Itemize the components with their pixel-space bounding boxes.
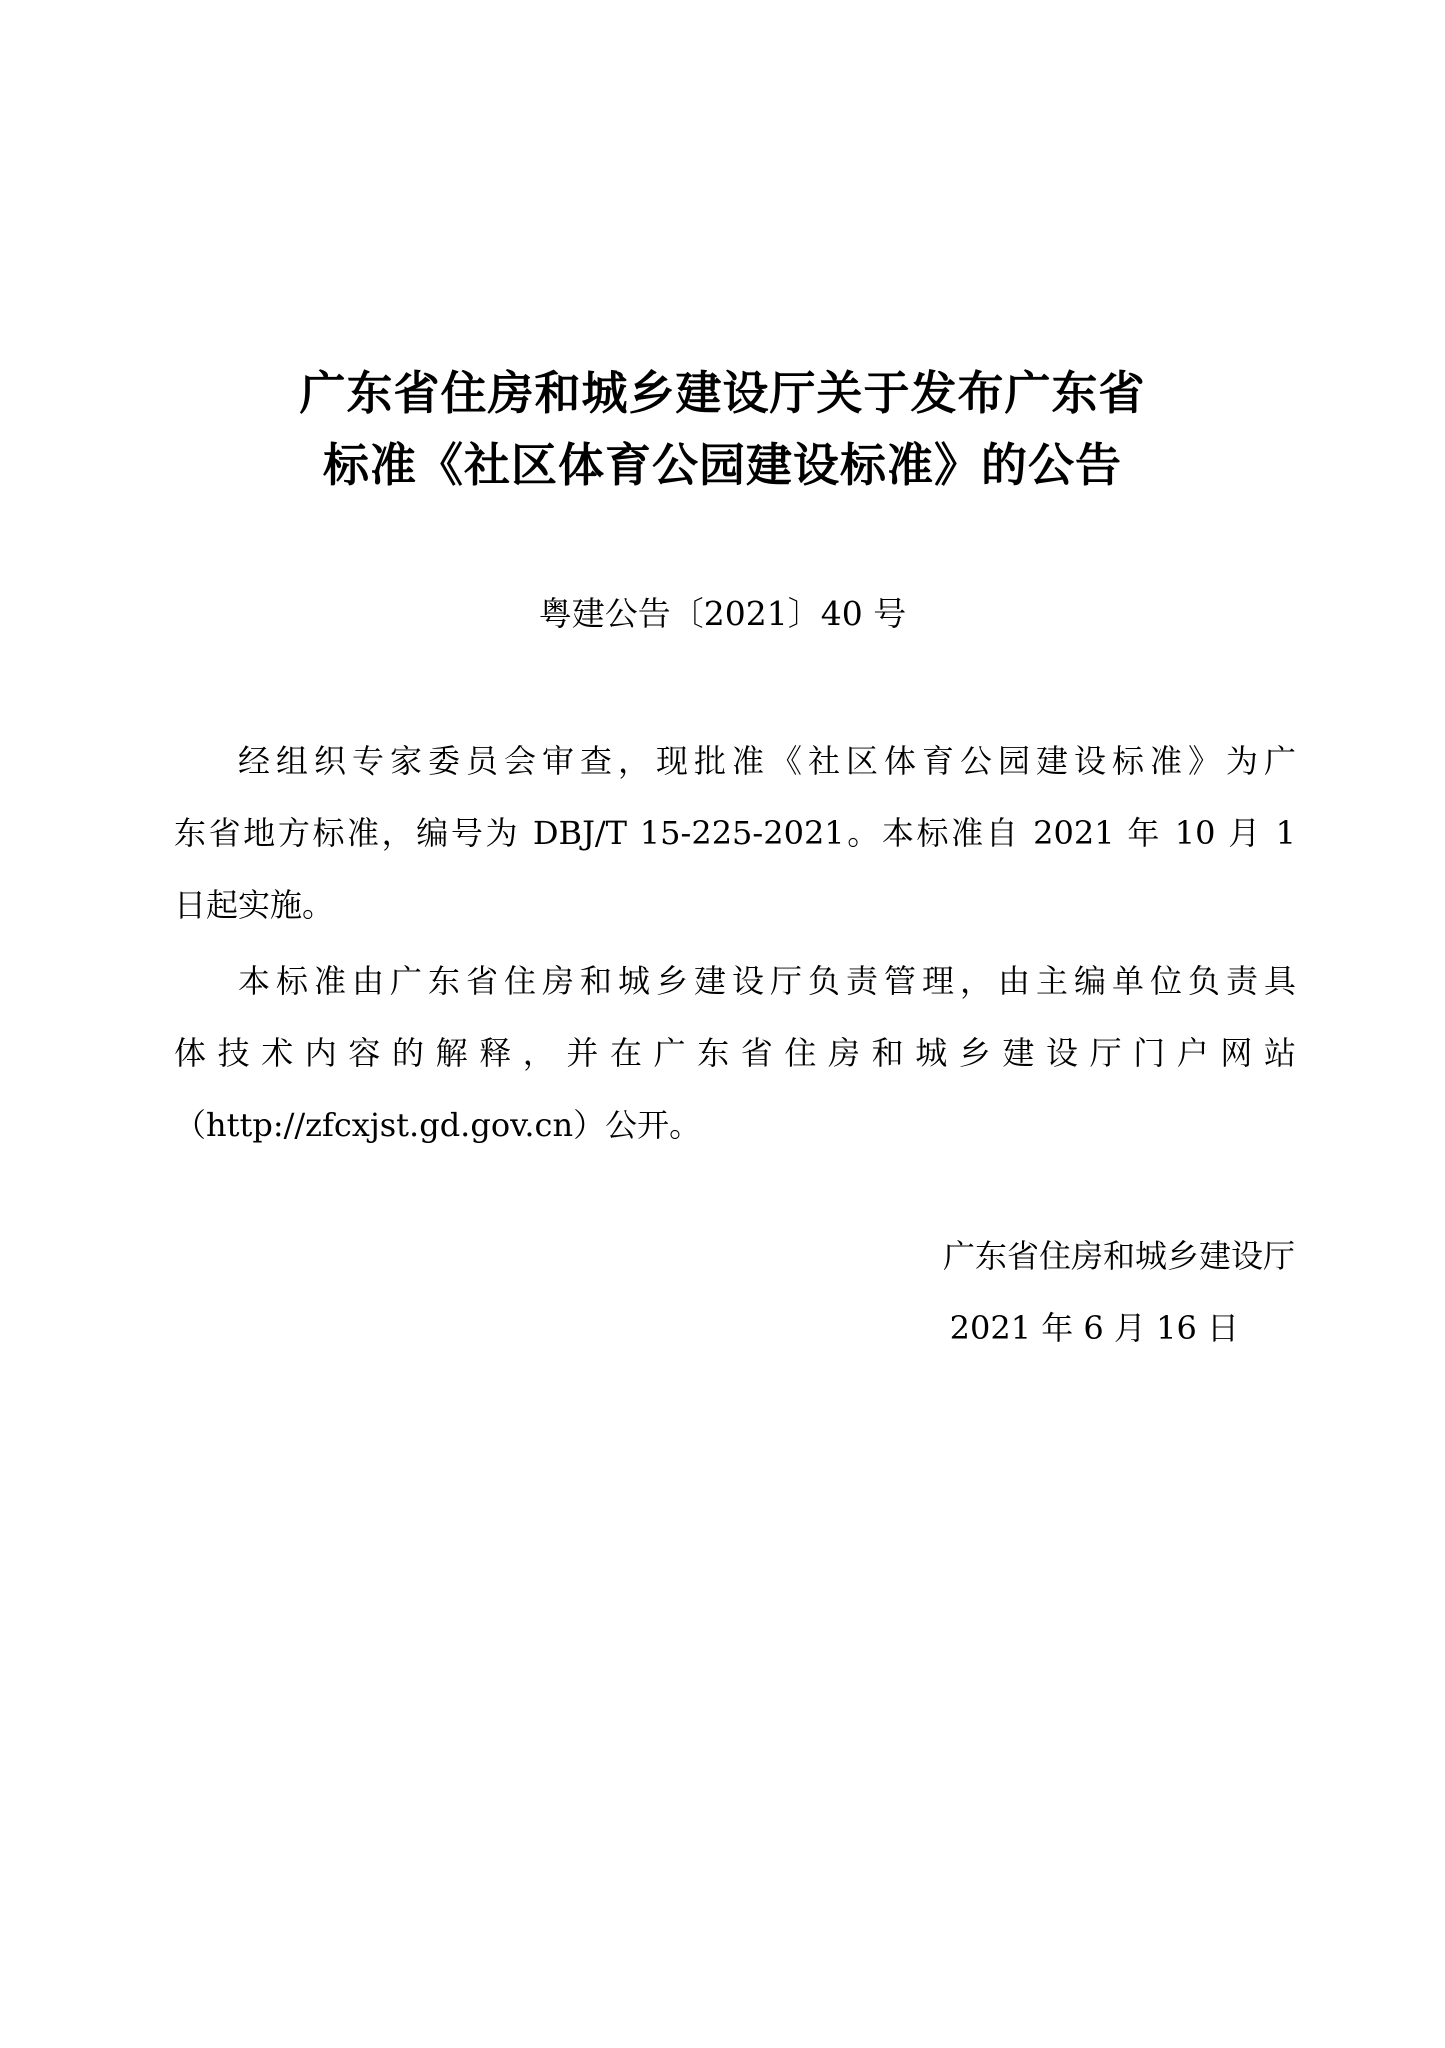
document-title [0, 357, 1445, 501]
title-line: 广东省住房和城乡建设厅关于发布广东省 [299, 366, 1146, 420]
title-line: 标准《社区体育公园建设标准》的公告 [323, 438, 1122, 492]
paragraph-line: 东省地方标准，编号为 DBJ/T 15-225-2021。本标准自 2021 年 10 月 1 [174, 814, 1296, 852]
paragraph-line: 日起实施。 [174, 886, 335, 924]
paragraph-line: 本标准由广东省住房和城乡建设厅负责管理，由主编单位负责具 [238, 962, 1296, 1000]
issue-date: 2021 年 6 月 16 日 [949, 1309, 1239, 1347]
document-number: 粤建公告〔2021〕40 号 [538, 594, 907, 633]
issuer-signature: 广东省住房和城乡建设厅 [942, 1237, 1295, 1275]
paragraph-management [174, 945, 1296, 1161]
paragraph-approval [174, 725, 1296, 941]
paragraph-line: （http://zfcxjst.gd.gov.cn）公开。 [174, 1106, 702, 1144]
paragraph-line: 经组织专家委员会审查，现批准《社区体育公园建设标准》为广 [238, 742, 1296, 780]
paragraph-line: 体技术内容的解释，并在广东省住房和城乡建设厅门户网站 [174, 1034, 1296, 1072]
